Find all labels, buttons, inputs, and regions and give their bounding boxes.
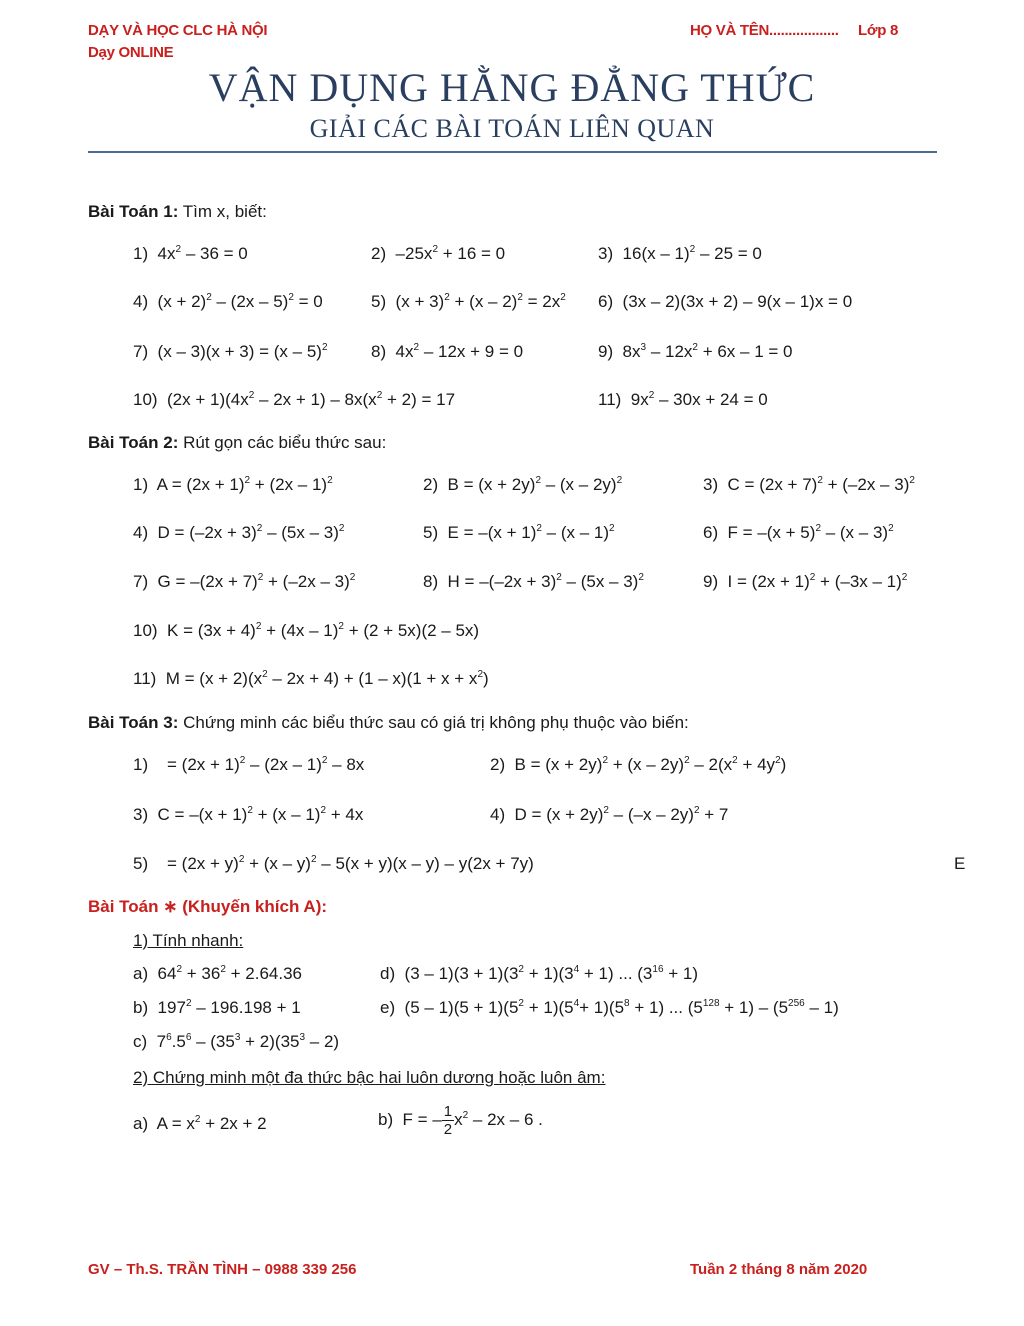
student-name-field: HỌ VÀ TÊN.................. bbox=[690, 22, 839, 39]
problem-3-2: 2) $B = (x + 2y)^2 + (x - 2y)^2 - 2(x^2 + 4y^2)$ bbox=[490, 755, 787, 774]
problem-1-6: 6) (3x – 2)(3x + 2) – 9(x – 1)x = 0 bbox=[598, 292, 853, 311]
class-field: Lớp 8 bbox=[858, 22, 898, 39]
problem-2-3: 3) $C = (2x + 7)^2 + (-2x - 3)^2$ bbox=[703, 475, 915, 494]
problem-1-1: 1) $4x^2 - 36 = 0$ bbox=[133, 244, 248, 263]
problem-2-10: 10) $K = (3x + 4)^2 + (4x - 1)^2 + (2 + 5x)(2 - 5x)$ bbox=[133, 621, 480, 640]
quick-calc-c: c) $7^6.5^6 - (35^3 + 2)(35^3 - 2)$ bbox=[133, 1032, 340, 1051]
quadratic-a: a) $A = x^2 + 2x + 2$ bbox=[133, 1114, 267, 1133]
side-letter: E bbox=[954, 854, 966, 873]
problem-2-1: 1) $A = (2x + 1)^2 + (2x - 1)^2$ bbox=[133, 475, 333, 494]
quadratic-b: b) F = – $\frac{1}{2}$ $x^2 - 2x - 6$ . bbox=[378, 1103, 543, 1138]
teaching-mode: Dạy ONLINE bbox=[88, 44, 174, 61]
problem-2-11: 11) $M = (x + 2)(x^2 - 2x + 4) + (1 - x)(1 + x + x^2)$ bbox=[133, 669, 489, 688]
page-title: VẬN DỤNG HẰNG ĐẲNG THỨC bbox=[208, 65, 816, 110]
problem-3-3: 3) $C = -(x + 1)^2 + (x - 1)^2 + 4x$ bbox=[133, 805, 364, 824]
problem-2-2: 2) $B = (x + 2y)^2 - (x - 2y)^2$ bbox=[423, 475, 623, 494]
section-2-heading: Bài Toán 2: Rút gọn các biểu thức sau: bbox=[88, 433, 387, 452]
footer-date: Tuần 2 tháng 8 năm 2020 bbox=[690, 1261, 868, 1278]
part-1-label: 1) Tính nhanh: bbox=[133, 931, 244, 950]
problem-1-9: 9) $8x^3 - 12x^2 + 6x - 1 = 0$ bbox=[598, 342, 793, 361]
quick-calc-b: b) $197^2 - 196.198 + 1$ bbox=[133, 998, 301, 1017]
problem-2-7: 7) $G = -(2x + 7)^2 + (-2x - 3)^2$ bbox=[133, 572, 356, 591]
section-star-heading: Bài Toán ∗ (Khuyến khích A): bbox=[88, 897, 328, 916]
problem-1-7: 7) (x – 3)(x + 3) = (x – 5)$^2$ bbox=[133, 342, 328, 361]
problem-2-9: 9) $I = (2x + 1)^2 + (-3x - 1)^2$ bbox=[703, 572, 908, 591]
quick-calc-a: a) $64^2 + 36^2 + 2.64.36$ bbox=[133, 964, 302, 983]
problem-2-6: 6) $F = -(x + 5)^2 - (x - 3)^2$ bbox=[703, 523, 894, 542]
problem-3-1: 1) = $(2x + 1)^2 - (2x - 1)^2 - 8x$ bbox=[133, 755, 365, 774]
problem-3-5: 5) = $(2x + y)^2 + (x - y)^2 - 5(x + y)(x - y) - y(2x + 7y)$ bbox=[133, 854, 534, 873]
section-1-heading: Bài Toán 1: Tìm x, biết: bbox=[88, 202, 267, 221]
problem-1-10: 10) $(2x + 1)(4x^2 - 2x + 1) - 8x(x^2 + 2) = 17$ bbox=[133, 390, 456, 409]
part-2-label: 2) Chứng minh một đa thức bậc hai luôn dương hoặc luôn âm: bbox=[133, 1068, 606, 1087]
footer-teacher: GV – Th.S. TRẦN TÌNH – 0988 339 256 bbox=[88, 1261, 357, 1278]
title-divider bbox=[88, 151, 937, 153]
problem-3-4: 4) $D = (x + 2y)^2 - (-x - 2y)^2 + 7$ bbox=[490, 805, 729, 824]
page-subtitle: GIẢI CÁC BÀI TOÁN LIÊN QUAN bbox=[309, 114, 715, 143]
problem-1-5: 5) $(x + 3)^2 + (x - 2)^2 = 2x^2$ bbox=[371, 292, 566, 311]
problem-2-8: 8) $H = -(-2x + 3)^2 - (5x - 3)^2$ bbox=[423, 572, 644, 591]
problem-1-11: 11) $9x^2 - 30x + 24 = 0$ bbox=[598, 390, 768, 409]
fraction-one-half: $\frac{1}{2}$ bbox=[443, 1103, 453, 1138]
problem-2-4: 4) $D = (-2x + 3)^2 - (5x - 3)^2$ bbox=[133, 523, 345, 542]
quick-calc-d: d) $(3 - 1)(3 + 1)(3^2 + 1)(3^4 + 1)$ ... $(3^{16} + 1)$ bbox=[380, 964, 699, 983]
school-name: DẠY VÀ HỌC CLC HÀ NỘI bbox=[88, 22, 268, 39]
problem-1-3: 3) 16(x – 1)$^2$ – 25 = 0 bbox=[598, 244, 762, 263]
problem-1-8: 8) $4x^2 - 12x + 9 = 0$ bbox=[371, 342, 524, 361]
quick-calc-e: e) $(5 - 1)(5 + 1)(5^2 + 1)(5^4+ 1)(5^8 + 1)$ ... $(5^{128} + 1) - (5^{256} - 1)$ bbox=[380, 998, 839, 1017]
section-3-heading: Bài Toán 3: Chứng minh các biểu thức sau có giá trị không phụ thuộc vào biến: bbox=[88, 713, 689, 732]
problem-1-2: 2) $-25x^2 + 16 = 0$ bbox=[371, 244, 506, 263]
problem-2-5: 5) $E = -(x + 1)^2 - (x - 1)^2$ bbox=[423, 523, 615, 542]
problem-1-4: 4) $(x + 2)^2 - (2x - 5)^2 = 0$ bbox=[133, 292, 323, 311]
